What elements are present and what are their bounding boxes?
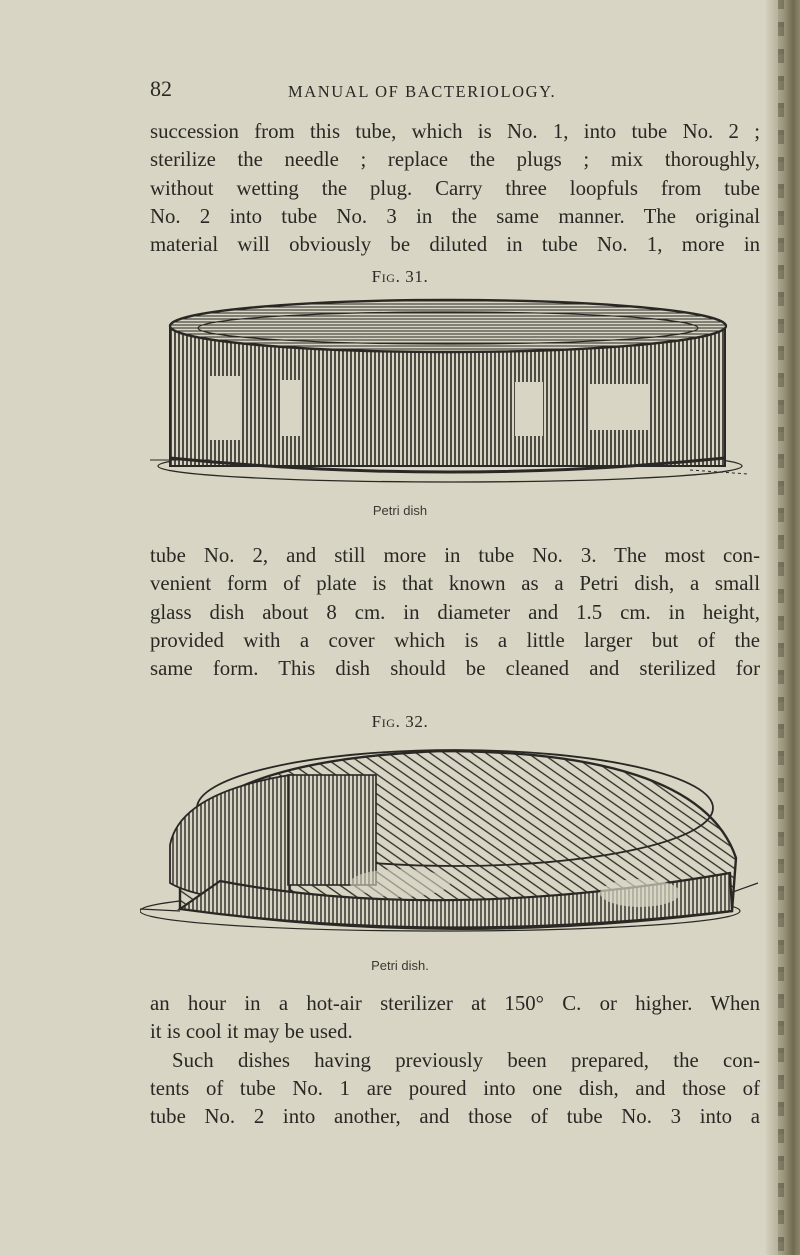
petri-dish-illustration-fig32 xyxy=(140,733,760,953)
page-header xyxy=(0,76,800,104)
text-line: glass dish about 8 cm. in diameter and 1.5 cm. in height, xyxy=(150,600,760,624)
page-number: 82 xyxy=(150,76,172,101)
text-line: tents of tube No. 1 are poured into one dish, and those of xyxy=(150,1076,760,1100)
running-head: MANUAL OF BACTERIOLOGY. xyxy=(288,82,557,101)
text-line: succession from this tube, which is No. 1, into tube No. 2 ; xyxy=(150,120,760,143)
text-line: it is cool it may be used. xyxy=(150,1020,353,1044)
petri-dish-illustration-fig31 xyxy=(150,288,750,498)
text-line: No. 2 into tube No. 3 in the same manner. The original xyxy=(150,204,760,228)
book-spine-edge xyxy=(766,0,800,1255)
text-line: venient form of plate is that known as a Petri dish, a small xyxy=(150,572,760,596)
paragraph-2 xyxy=(150,542,760,683)
text-line: tube No. 2, and still more in tube No. 3. The most con- xyxy=(150,544,760,567)
text-line: provided with a cover which is a little larger but of the xyxy=(150,628,760,652)
text-line: material will obviously be diluted in tube No. 1, more in xyxy=(150,233,760,257)
paragraph-1 xyxy=(150,118,760,259)
text-line: sterilize the needle ; replace the plugs ; mix thoroughly, xyxy=(150,148,760,172)
figure-32-caption: Petri dish. xyxy=(371,958,429,973)
text-line: without wetting the plug. Carry three loopfuls from tube xyxy=(150,176,760,200)
figure-31-label: Fig. 31. xyxy=(371,267,429,286)
text-line: an hour in a hot-air sterilizer at 150° C. or higher. When xyxy=(150,992,760,1015)
text-line: same form. This dish should be cleaned and sterilized for xyxy=(150,657,760,681)
text-line: tube No. 2 into another, and those of tube No. 3 into a xyxy=(150,1105,760,1129)
figure-31-caption: Petri dish xyxy=(372,503,428,518)
text-line: Such dishes having previously been prepared, the con- xyxy=(172,1048,760,1072)
figure-32-label: Fig. 32. xyxy=(371,712,429,731)
paragraph-3 xyxy=(150,990,760,1131)
